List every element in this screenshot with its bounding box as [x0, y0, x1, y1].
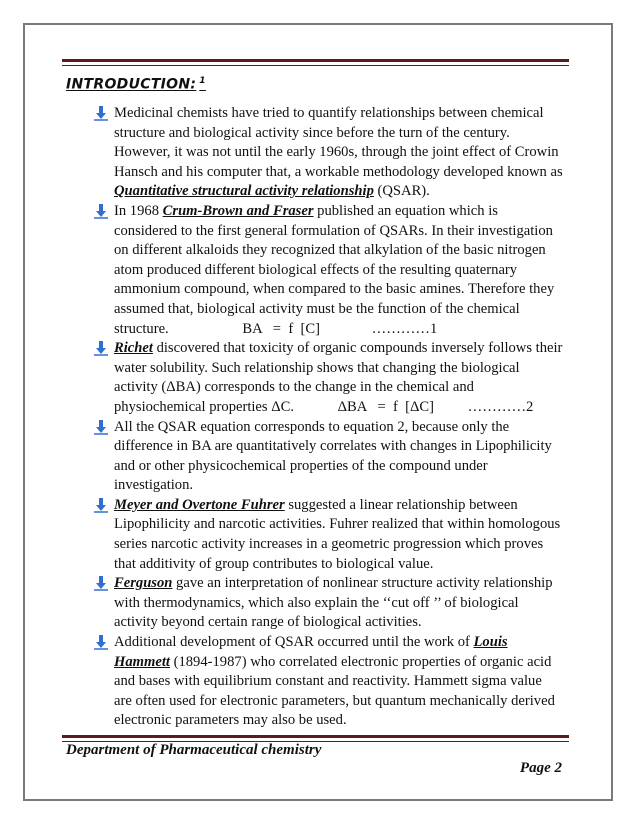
- list-item: [93, 104, 563, 202]
- item-emphasis: Quantitative structural activity relationship: [114, 183, 374, 200]
- equation-number: …………1: [371, 320, 438, 337]
- section-heading: [66, 76, 206, 93]
- arrow-down-icon: [93, 105, 109, 121]
- item-emphasis: Louis Hammett: [114, 634, 508, 670]
- heading-reference: 1: [199, 76, 206, 86]
- equation: ΔBA = f [ΔC]: [337, 398, 434, 415]
- item-emphasis: Ferguson: [114, 575, 173, 592]
- list-item: [93, 418, 563, 496]
- item-text-cont: suggested a linear relationship between Lipophilicity and narcotic activities. Fuhrer realized that within homologous series narcotic activity increases in a geometric progression which proves that additivity of group contributes to biological value.: [114, 496, 561, 572]
- item-text-cont: gave an interpretation of nonlinear structure activity relationship with thermodynamics, which also explain the ‘‘cut off ’’ of biological activity beyond certain range of biological activities.: [114, 575, 553, 631]
- list-item: [93, 202, 563, 339]
- item-text: Medicinal chemists have tried to quantify relationships between chemical structure and biological activity since before the turn of the century. However, it was not until the early 1960s, through the joint effect of Crowin Hansch and his computer that, a workable methodology developed known as: [114, 105, 563, 180]
- item-text: All the QSAR equation corresponds to equation 2, because only the difference in BA are quantitatively correlates with changes in Lipophilicity and or other physicochemical properties of the compound under investigation.: [114, 418, 552, 494]
- equation: BA = f [C]: [242, 320, 320, 337]
- item-text-cont: (QSAR).: [373, 183, 430, 200]
- item-text: Additional development of QSAR occurred until the work of: [114, 634, 474, 651]
- arrow-down-icon: [93, 575, 109, 591]
- equation-number: …………2: [467, 398, 534, 415]
- item-text-cont: (1894-1987) who correlated electronic properties of organic acid and bases with equilibrium constant and reactivity. Hammett sigma value are often used for electronic parameters, but quantum mechanically derived electronic parameters may also be used.: [114, 653, 555, 729]
- arrow-down-icon: [93, 419, 109, 435]
- heading-text: INTRODUCTION:: [66, 76, 197, 93]
- bullet-list: [93, 104, 563, 731]
- arrow-down-icon: [93, 634, 109, 650]
- arrow-down-icon: [93, 203, 109, 219]
- item-text: In 1968: [114, 202, 163, 219]
- item-emphasis: Crum-Brown and Fraser: [162, 202, 314, 219]
- list-item: [93, 574, 563, 633]
- footer-rule: [62, 735, 569, 742]
- list-item: [93, 496, 563, 574]
- arrow-down-icon: [93, 340, 109, 356]
- header-rule: [62, 59, 569, 66]
- item-emphasis: Meyer and Overtone Fuhrer: [114, 496, 285, 513]
- item-text-cont: discovered that toxicity of organic compounds inversely follows their water solubility. Such relationship shows that changing the biological activity (ΔBA) corresponds to the change in the chemical and physiochemical properties ΔC.: [114, 340, 563, 415]
- item-emphasis: Richet: [114, 340, 153, 357]
- footer-department: Department of Pharmaceutical chemistry: [66, 742, 322, 758]
- list-item: [93, 633, 563, 731]
- arrow-down-icon: [93, 497, 109, 513]
- item-text-cont: published an equation which is considered to the first general formulation of QSARs. In their investigation on different alkaloids they recognized that alkylation of the basic nitrogen atom produced different biological effects of the resulting quaternary ammonium compound, when compared to the basic amines. Therefore they assumed that, biological activity must be the function of the chemical structure.: [114, 202, 555, 337]
- page-number: Page 2: [519, 760, 562, 776]
- list-item: [93, 339, 563, 417]
